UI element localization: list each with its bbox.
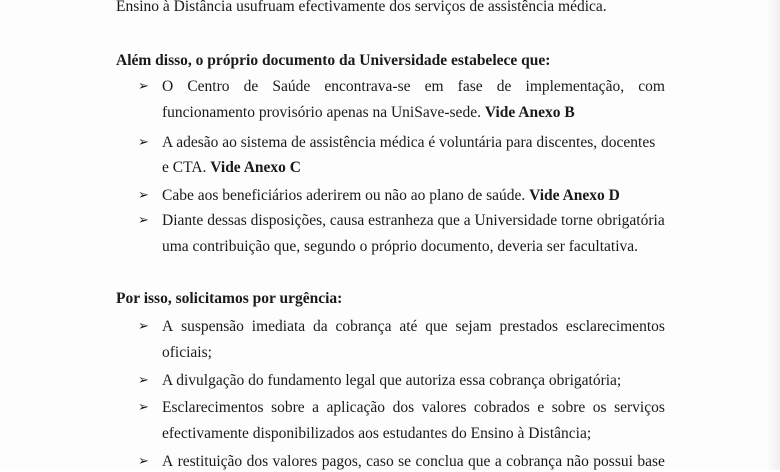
- list-item-line: e CTA. Vide Anexo C: [162, 159, 301, 176]
- arrow-bullet-icon: ➢: [138, 188, 149, 203]
- list-item-line: oficiais;: [162, 344, 212, 361]
- list-item-line: Esclarecimentos sobre a aplicação dos valores cobrados e sobre os serviços: [162, 399, 665, 416]
- arrow-bullet-icon: ➢: [138, 213, 149, 228]
- annex-reference: Vide Anexo C: [210, 159, 301, 176]
- continuation-line: Ensino à Distância usufruam efectivamente dos serviços de assistência médica.: [116, 0, 607, 15]
- list-item-line: A divulgação do fundamento legal que autoriza essa cobrança obrigatória;: [162, 372, 622, 389]
- list-item-line: A suspensão imediata da cobrança até que sejam prestados esclarecimentos: [162, 318, 665, 335]
- list-item-line: A adesão ao sistema de assistência médica é voluntária para discentes, docentes: [162, 134, 656, 151]
- section-heading-solicitamos: Por isso, solicitamos por urgência:: [116, 290, 343, 307]
- arrow-bullet-icon: ➢: [138, 373, 149, 388]
- annex-reference: Vide Anexo B: [484, 104, 575, 121]
- arrow-bullet-icon: ➢: [138, 319, 149, 334]
- arrow-bullet-icon: ➢: [138, 79, 149, 94]
- list-item-line: Cabe aos beneficiários aderirem ou não ao plano de saúde. Vide Anexo D: [162, 187, 620, 204]
- list-item-line: efectivamente disponibilizados aos estudantes do Ensino à Distância;: [162, 425, 592, 442]
- section-heading-alem-disso: Além disso, o próprio documento da Universidade estabelece que:: [116, 52, 551, 69]
- list-item-line: funcionamento provisório apenas na UniSave-sede. Vide Anexo B: [162, 104, 575, 121]
- arrow-bullet-icon: ➢: [138, 454, 149, 469]
- arrow-bullet-icon: ➢: [138, 400, 149, 415]
- list-item-line: A restituição dos valores pagos, caso se conclua que a cobrança não possui base: [162, 453, 665, 470]
- arrow-bullet-icon: ➢: [138, 135, 149, 150]
- list-item-line: Diante dessas disposições, causa estranheza que a Universidade torne obrigatória: [162, 212, 665, 229]
- page-edge-shadow: [766, 0, 780, 470]
- list-item-line: uma contribuição que, segundo o próprio documento, deveria ser facultativa.: [162, 238, 639, 255]
- list-item-line: O Centro de Saúde encontrava-se em fase de implementação, com: [162, 78, 665, 95]
- annex-reference: Vide Anexo D: [529, 187, 620, 204]
